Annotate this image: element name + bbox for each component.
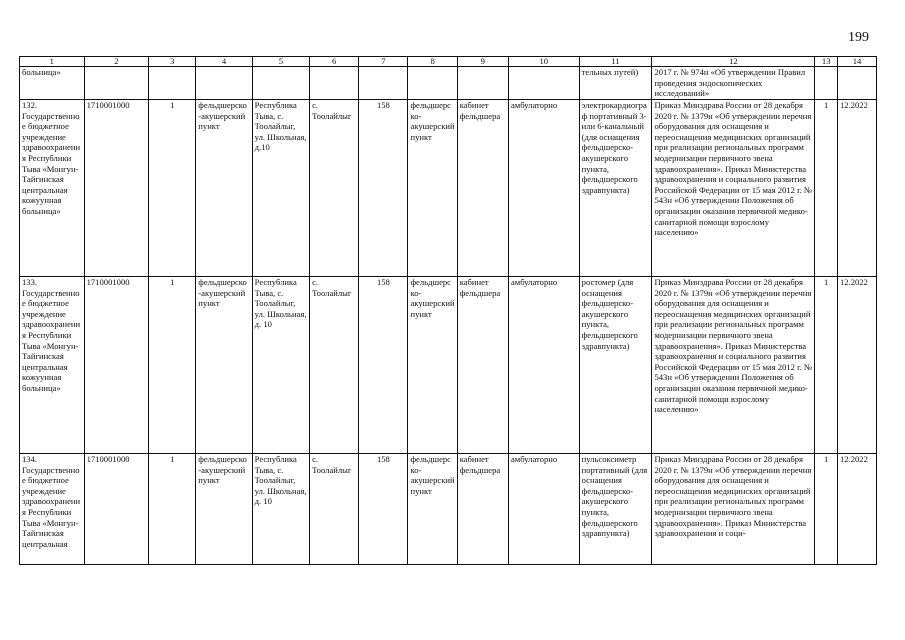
table-row	[20, 277, 877, 454]
column-header: 12	[652, 57, 815, 67]
unit-type-cell: фельдшерско-акушерский пункт	[196, 277, 252, 454]
legal-basis-cell: Приказ Минздрава России от 28 декабря 2020 г. № 1379н «Об утверждении перечня оборудования для оснащения и переоснащения медицинских организаций при реализации региональных программ модернизации первичного звена здравоохранения». Приказ Министерства здравоохранения и социального развития Российской Федерации от 15 мая 2012 г. № 543н «Об утверждении Положения об организации оказания первичной медико-санитарной помощи взрослому населению»	[652, 100, 815, 277]
quantity-cell: 1	[815, 277, 838, 454]
population-cell: 158	[359, 454, 408, 565]
population-cell: 158	[359, 100, 408, 277]
date-cell: 12.2022	[837, 454, 876, 565]
oktmo-cell: 1710001000	[84, 100, 149, 277]
equipment-cell: пульсоксиметр портативный (для оснащения фельдшерско-акушерского пункта, фельдшерского здравпункта)	[579, 454, 652, 565]
room-cell: кабинет фельдшера	[457, 100, 508, 277]
institution-cell: больница»	[20, 67, 85, 100]
legal-basis-cell: 2017 г. № 974н «Об утверждении Правил проведения эндоскопических исследований»	[652, 67, 815, 100]
population-cell: 158	[359, 277, 408, 454]
column-header: 3	[149, 57, 196, 67]
care-mode-cell: амбулаторно	[508, 454, 579, 565]
column-header: 4	[196, 57, 252, 67]
oktmo-cell: 1710001000	[84, 454, 149, 565]
column-header: 1	[20, 57, 85, 67]
care-mode-cell: амбулаторно	[508, 100, 579, 277]
date-cell: 12.2022	[837, 277, 876, 454]
unit-type-cell: фельдшерско-акушерский пункт	[196, 100, 252, 277]
institution-cell: 132. Государственное бюджетное учреждение здравоохранения Республики Тыва «Монгун-Тайгинская центральная кожуунная больница»	[20, 100, 85, 277]
equipment-cell: тельных путей)	[579, 67, 652, 100]
column-header: 13	[815, 57, 838, 67]
equipment-cell: ростомер (для оснащения фельдшерско-акушерского пункта, фельдшерского здравпункта)	[579, 277, 652, 454]
settlement-cell: с. Тоолайлыг	[310, 277, 359, 454]
column-header: 11	[579, 57, 652, 67]
column-header: 5	[252, 57, 309, 67]
settlement-cell: с. Тоолайлыг	[310, 100, 359, 277]
column-header: 7	[359, 57, 408, 67]
division-cell: фельдшерско-акушерский пункт	[408, 100, 457, 277]
division-cell: фельдшерско-акушерский пункт	[408, 454, 457, 565]
institution-cell: 134. Государственное бюджетное учреждение здравоохранения Республики Тыва «Монгун-Тайгинская центральная	[20, 454, 85, 565]
legal-basis-cell: Приказ Минздрава России от 28 декабря 2020 г. № 1379н «Об утверждении перечня оборудования для оснащения и переоснащения медицинских организаций при реализации региональных программ модернизации первичного звена здравоохранения». Приказ Министерства здравоохранения и социального развития Российской Федерации от 15 мая 2012 г. № 543н «Об утверждении Положения об организации оказания первичной медико-санитарной помощи взрослому населению»	[652, 277, 815, 454]
address-cell: Республика Тыва, с. Тоолайлыг, ул. Школьная, д. 10	[252, 277, 309, 454]
settlement-cell: с. Тоолайлыг	[310, 454, 359, 565]
room-cell: кабинет фельдшера	[457, 277, 508, 454]
count-cell: 1	[149, 277, 196, 454]
count-cell: 1	[149, 454, 196, 565]
quantity-cell: 1	[815, 100, 838, 277]
equipment-cell: электрокардиограф портативный 3- или 6-канальный (для оснащения фельдшерско-акушерского пункта, фельдшерского здравпункта)	[579, 100, 652, 277]
oktmo-cell: 1710001000	[84, 277, 149, 454]
institution-cell: 133. Государственное бюджетное учреждение здравоохранения Республики Тыва «Монгун-Тайгинская центральная кожуунная больница»	[20, 277, 85, 454]
unit-type-cell: фельдшерско-акушерский пункт	[196, 454, 252, 565]
legal-basis-cell: Приказ Минздрава России от 28 декабря 2020 г. № 1379н «Об утверждении перечня оборудования для оснащения и переоснащения медицинских организаций при реализации региональных программ модернизации первичного звена здравоохранения». Приказ Министерства здравоохранения и соци-	[652, 454, 815, 565]
column-header: 8	[408, 57, 457, 67]
column-number-row	[20, 57, 877, 67]
registry-table	[19, 56, 877, 565]
address-cell: Республика Тыва, с. Тоолайлыг, ул. Школьная, д.10	[252, 100, 309, 277]
table-row	[20, 100, 877, 277]
continuation-row	[20, 67, 877, 100]
date-cell: 12.2022	[837, 100, 876, 277]
quantity-cell: 1	[815, 454, 838, 565]
column-header: 14	[837, 57, 876, 67]
column-header: 10	[508, 57, 579, 67]
column-header: 9	[457, 57, 508, 67]
count-cell: 1	[149, 100, 196, 277]
division-cell: фельдшерско-акушерский пункт	[408, 277, 457, 454]
room-cell: кабинет фельдшера	[457, 454, 508, 565]
page-number: 199	[848, 30, 869, 45]
care-mode-cell: амбулаторно	[508, 277, 579, 454]
address-cell: Республика Тыва, с. Тоолайлыг, ул. Школьная, д. 10	[252, 454, 309, 565]
column-header: 6	[310, 57, 359, 67]
column-header: 2	[84, 57, 149, 67]
table-row	[20, 454, 877, 565]
